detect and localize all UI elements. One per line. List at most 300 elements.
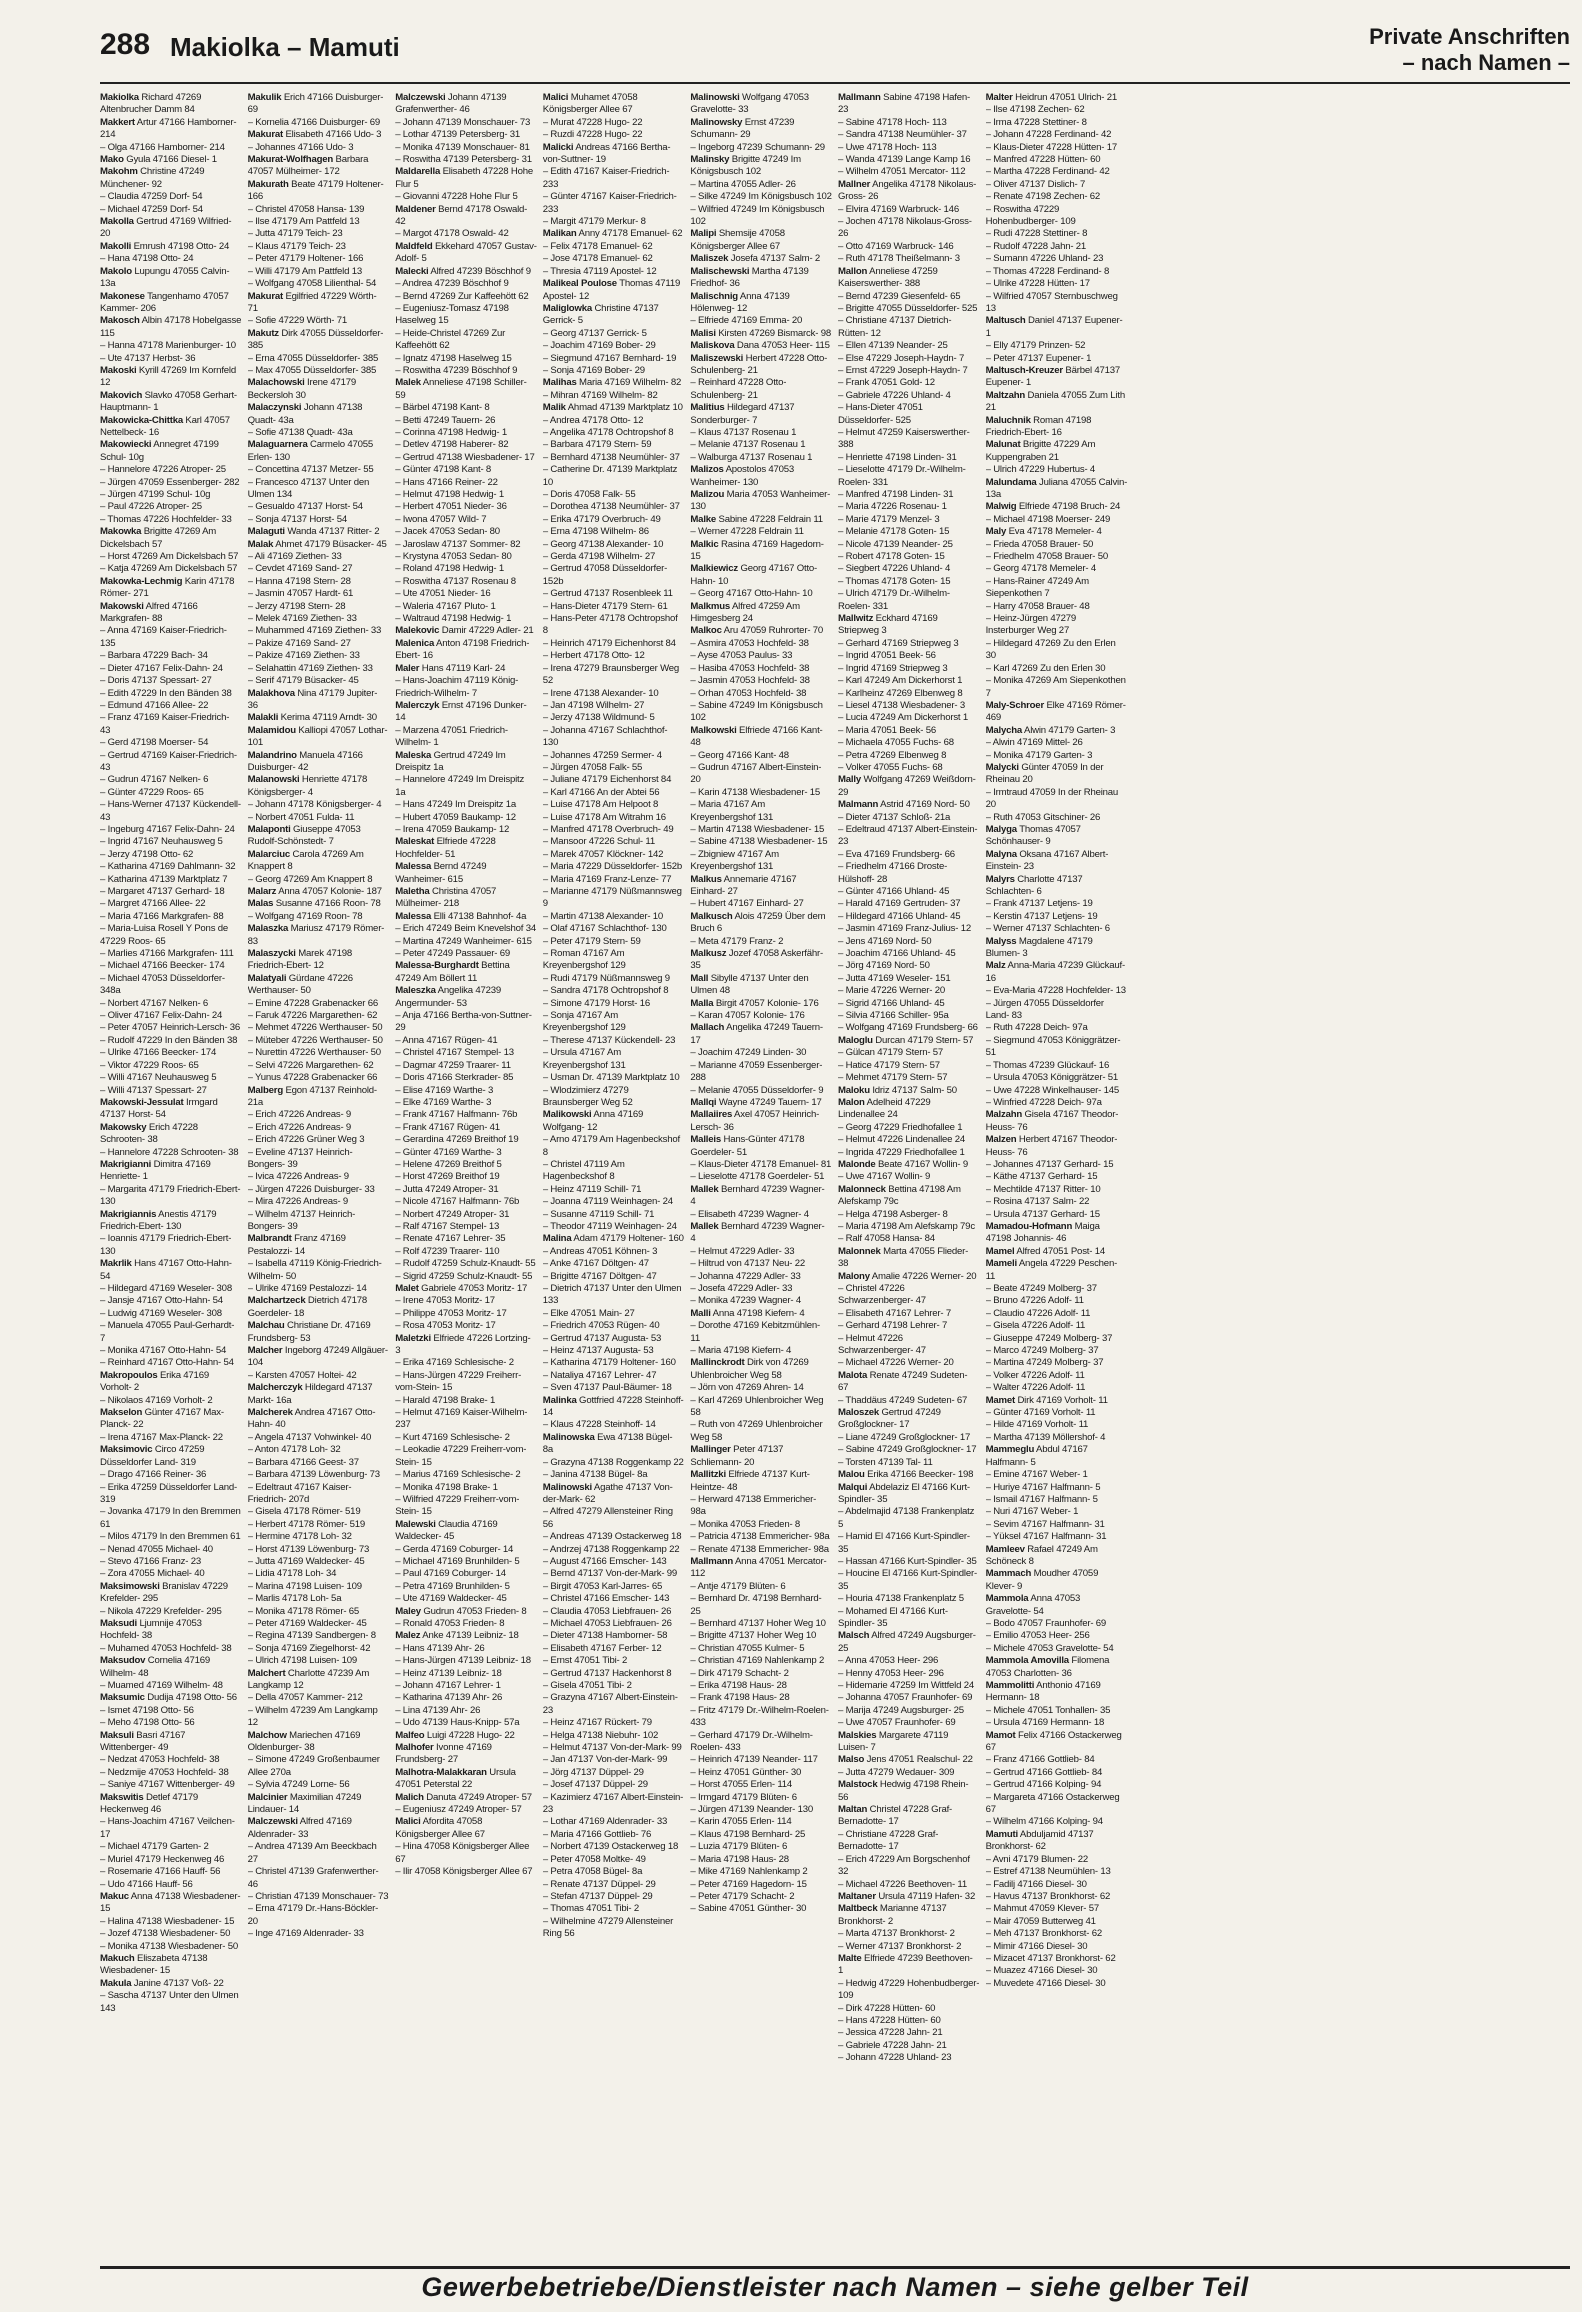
list-item	[543, 1196, 685, 1208]
entry-details: – Johanna 47057 Fraunhofer- 69	[838, 1692, 973, 1704]
entry-details: – Elisabeth 47239 Wagner- 4	[690, 1208, 809, 1220]
entry-details: – Jovanka 47179 In den Bremmen 61	[100, 1506, 241, 1530]
entry-details: – Erich 47229 Am Borgschenhof 32	[838, 1853, 970, 1878]
list-item	[100, 501, 242, 513]
list-item	[248, 1754, 390, 1779]
entry-details: – Catherine Dr. 47139 Marktplatz 10	[542, 464, 678, 488]
list-item	[690, 1357, 832, 1382]
entry-details: Herbert 47167 Theodor-Heuss- 76	[985, 1134, 1118, 1158]
surname: Mammola Amovilla	[985, 1655, 1069, 1667]
list-item	[248, 1891, 390, 1903]
entry-details: – Willi 47167 Neuhausweg 5	[100, 1072, 217, 1084]
entry-details: – Muvedete 47166 Diesel- 30	[985, 1977, 1106, 1989]
list-item	[986, 166, 1128, 178]
list-item	[100, 1978, 242, 1990]
entry-details: Elfriede 47228 Hochfelder- 51	[395, 836, 496, 860]
list-item	[395, 861, 537, 886]
surname: Makolli	[100, 240, 132, 252]
listing-column-3	[395, 92, 537, 2262]
entry-details: – Hildegard 47166 Uhland- 45	[838, 910, 961, 922]
list-item	[690, 377, 832, 402]
list-item	[248, 1122, 390, 1134]
entry-details: – Joachim 47169 Bober- 29	[542, 340, 656, 352]
entry-details: – Wilfried 47249 Im Königsbusch 102	[690, 203, 825, 228]
entry-details: – Jozef 47138 Wiesbadener- 50	[100, 1928, 231, 1940]
entry-details: – Thomas 47239 Glückauf- 16	[985, 1059, 1110, 1071]
list-item	[543, 117, 685, 129]
entry-details: – Margaret 47137 Gerhard- 18	[100, 886, 225, 897]
entry-details: – Yüksel 47167 Halfmann- 31	[985, 1531, 1107, 1543]
list-item	[690, 253, 832, 265]
list-item	[543, 1581, 685, 1593]
entry-details: – Frieda 47058 Brauer- 50	[985, 538, 1094, 550]
entry-details: – Jasmin 47053 Hochfeld- 38	[690, 675, 810, 687]
entry-details: – Helga 47198 Asberger- 8	[838, 1208, 948, 1220]
entry-details: Anton 47198 Friedrich-Ebert- 16	[395, 637, 530, 662]
entry-details: – Ulrike 47228 Hütten- 17	[985, 278, 1090, 290]
list-item	[248, 663, 390, 675]
surname: Makrlik	[100, 1258, 132, 1270]
surname: Maluchnik	[985, 414, 1031, 426]
surname: Malwig	[985, 501, 1017, 513]
list-item	[395, 1792, 537, 1804]
list-item	[543, 936, 685, 948]
entry-details: – Joachim 47166 Uhland- 45	[838, 948, 956, 960]
entry-details: Branislav 47229 Krefelder- 295	[100, 1580, 228, 1605]
surname: Mamleev	[985, 1543, 1025, 1555]
list-item	[986, 1941, 1128, 1953]
entry-details: – Gertrud 47166 Gottlieb- 84	[985, 1766, 1103, 1778]
surname: Malicki	[542, 141, 574, 153]
list-item	[986, 1022, 1128, 1034]
entry-details: – Thomas 47178 Goten- 15	[838, 575, 951, 587]
entry-details: – Herward 47138 Emmericher- 98a	[690, 1493, 817, 1518]
entry-details: – Michael 47053 Düsseldorfer- 348a	[100, 972, 225, 997]
list-item	[543, 1010, 685, 1035]
entry-details: – Felix 47178 Emanuel- 62	[542, 240, 653, 252]
entry-details: – Claudio 47226 Adolf- 11	[985, 1307, 1091, 1319]
list-item	[986, 960, 1128, 985]
list-item	[395, 266, 537, 278]
list-item	[248, 812, 390, 824]
list-item	[838, 1271, 980, 1283]
list-item	[838, 92, 980, 117]
list-item	[986, 365, 1128, 390]
list-item	[986, 191, 1128, 203]
list-item	[690, 1556, 832, 1581]
surname: Malkusch	[690, 910, 733, 922]
entry-details: Ernst 47196 Dunker- 14	[395, 699, 527, 724]
entry-details: Alfred 47169 Aldenrader- 33	[247, 1816, 352, 1840]
entry-details: – Johannes 47137 Gerhard- 15	[985, 1158, 1114, 1170]
surname: Makosch	[100, 315, 140, 327]
entry-details: Heidrun 47051 Ulrich- 21	[1012, 92, 1117, 103]
entry-details: – Ingeburg 47167 Felix-Dahn- 24	[100, 823, 235, 835]
list-item	[838, 886, 980, 898]
surname: Malischewski	[690, 265, 750, 277]
surname: Makutz	[247, 327, 279, 339]
entry-details: – Ignatz 47198 Haselweg 15	[395, 352, 512, 364]
entry-details: – Norbert 47249 Atroper- 31	[395, 1208, 510, 1220]
entry-details: – Pakize 47169 Ziethen- 33	[247, 650, 360, 662]
entry-details: Abduljamid 47137 Bronkhorst- 62	[985, 1828, 1094, 1853]
entry-details: – Sonja 47169 Ziegelhorst- 42	[247, 1642, 371, 1654]
entry-details: Franz 47169 Pestalozzi- 14	[247, 1233, 346, 1257]
list-item	[838, 340, 980, 352]
entry-details: – Manfred 47178 Overbruch- 49	[542, 823, 674, 835]
entry-details: Durcan 47179 Stern- 57	[872, 1034, 974, 1046]
list-item	[986, 104, 1128, 116]
list-item	[690, 1258, 832, 1270]
entry-details: Axel 47057 Heinrich-Lersch- 36	[690, 1109, 820, 1133]
entry-details: Beate 47167 Wollin- 9	[875, 1158, 969, 1170]
entry-details: – Johann 47228 Uhland- 23	[838, 2052, 952, 2064]
list-item	[543, 228, 685, 240]
entry-details: – Nuri 47167 Weber- 1	[985, 1506, 1079, 1518]
entry-details: – Anja 47166 Bertha-von-Suttner- 29	[395, 1010, 532, 1034]
entry-details: – Dorothea 47138 Neumühler- 37	[542, 501, 680, 513]
list-item	[986, 824, 1128, 849]
entry-details: – Mihran 47169 Wilhelm- 82	[542, 389, 658, 401]
surname: Malunat	[985, 439, 1021, 451]
surname: Maltusch	[985, 315, 1026, 327]
surname: Malter	[985, 92, 1013, 103]
list-item	[690, 1581, 832, 1593]
entry-details: – Ruzdi 47228 Hugo- 22	[542, 129, 643, 141]
entry-details: – Friedhelm 47166 Droste-Hülshoff- 28	[838, 861, 948, 885]
list-item	[838, 241, 980, 253]
list-item	[986, 1221, 1128, 1246]
list-item	[690, 1593, 832, 1618]
list-item	[100, 712, 242, 737]
list-item	[986, 291, 1128, 316]
list-item	[986, 1792, 1128, 1817]
entry-details: Dirk 47055 Düsseldorfer- 385	[247, 327, 384, 352]
page-header	[100, 22, 1570, 82]
entry-details: Angelika 47249 Tauern- 17	[690, 1022, 823, 1046]
surname: Mammeglu	[985, 1444, 1035, 1456]
entry-details: – Bernd 47137 Von-der-Mark- 99	[542, 1568, 678, 1580]
entry-details: – Hilde 47169 Vorholt- 11	[985, 1419, 1089, 1431]
surname: Malkiewicz	[690, 563, 738, 575]
entry-details: – Erika 47169 Schlesische- 2	[395, 1357, 514, 1369]
surname: Makurat	[247, 290, 283, 302]
surname: Malchert	[247, 1667, 286, 1679]
list-item	[395, 551, 537, 563]
entry-details: – Edmund 47166 Allee- 22	[100, 699, 209, 711]
entry-details: – Ingrid 47167 Neuhausweg 5	[100, 836, 223, 848]
entry-details: – Klaus 47228 Steinhoff- 14	[542, 1419, 656, 1431]
list-item	[986, 998, 1128, 1023]
list-item	[395, 601, 537, 613]
surname: Malonnek	[838, 1245, 881, 1257]
list-item	[838, 1035, 980, 1047]
list-item	[395, 1370, 537, 1395]
entry-details: Egilfried 47229 Wörth- 71	[247, 290, 377, 314]
list-item	[100, 898, 242, 910]
list-item	[248, 1841, 390, 1866]
entry-details: – Hans-Dieter 47051 Düsseldorfer- 525	[838, 402, 923, 426]
surname: Malakhova	[247, 687, 295, 699]
list-item	[100, 1072, 242, 1084]
list-item	[100, 204, 242, 216]
list-item	[986, 1072, 1128, 1084]
list-item	[248, 154, 390, 179]
entry-details: – Johanna 47229 Adler- 33	[690, 1270, 801, 1282]
list-item	[100, 799, 242, 824]
list-item	[986, 241, 1128, 253]
entry-details: – Eva 47169 Frundsberg- 66	[838, 848, 955, 860]
surname: Malessa	[395, 861, 432, 873]
list-item	[986, 1928, 1128, 1940]
entry-details: Astrid 47169 Nord- 50	[878, 799, 970, 811]
list-item	[395, 1469, 537, 1481]
list-item	[100, 365, 242, 390]
list-item	[543, 1544, 685, 1556]
listing-column-6	[838, 92, 980, 2262]
list-item	[838, 985, 980, 997]
list-item	[986, 1680, 1128, 1705]
entry-details: – Irma 47228 Stettiner- 8	[985, 116, 1087, 128]
entry-details: – Emine 47228 Grabenacker 66	[247, 997, 378, 1009]
listing-column-2	[248, 92, 390, 2262]
list-item	[248, 1593, 390, 1605]
list-item	[100, 688, 242, 700]
list-item	[543, 985, 685, 997]
list-item	[986, 1345, 1128, 1357]
list-item	[395, 663, 537, 675]
surname: Malleis	[690, 1134, 721, 1146]
entry-details: – Gülcan 47179 Stern- 57	[838, 1047, 944, 1059]
list-item	[248, 588, 390, 600]
entry-details: – Marek 47057 Klöckner- 142	[542, 848, 664, 860]
list-item	[690, 1854, 832, 1866]
entry-details: – Peter 47179 Schacht- 2	[690, 1890, 795, 1902]
list-item	[248, 675, 390, 687]
list-item	[543, 353, 685, 365]
entry-details: – Peter 47057 Heinrich-Lersch- 36	[100, 1022, 241, 1034]
entry-details: – Maria 47226 Rosenau- 1	[838, 501, 947, 513]
list-item	[100, 886, 242, 898]
list-item	[248, 1370, 390, 1382]
list-item	[248, 1556, 390, 1568]
entry-details: – August 47166 Emscher- 143	[542, 1555, 667, 1567]
surname: Malota	[838, 1369, 868, 1381]
list-item	[986, 179, 1128, 191]
list-item	[395, 1494, 537, 1519]
list-item	[690, 1519, 832, 1531]
entry-details: – Sevim 47167 Halfmann- 31	[985, 1518, 1105, 1530]
surname: Mamot	[985, 1729, 1016, 1741]
list-item	[543, 1556, 685, 1568]
entry-details: – Karin 47055 Erlen- 114	[690, 1816, 792, 1828]
list-item	[838, 1730, 980, 1755]
list-item	[395, 1333, 537, 1358]
entry-details: – Erna 47179 Dr.-Hans-Böckler- 20	[247, 1903, 379, 1927]
entry-details: – Erika 47198 Haus- 28	[690, 1680, 787, 1691]
list-item	[100, 340, 242, 352]
list-item	[838, 1159, 980, 1171]
list-item	[395, 1097, 537, 1109]
surname: Malkus	[690, 873, 722, 885]
list-item	[100, 154, 242, 166]
list-item	[690, 1692, 832, 1704]
entry-details: – Giuseppe 47249 Molberg- 37	[985, 1332, 1113, 1344]
list-item	[838, 725, 980, 737]
list-item	[690, 1134, 832, 1159]
entry-details: Eckhard 47169 Striepweg 3	[838, 613, 938, 637]
entry-details: – Dirk 47179 Schacht- 2	[690, 1667, 789, 1679]
list-item	[248, 1469, 390, 1481]
list-item	[248, 526, 390, 538]
list-item	[838, 1333, 980, 1358]
list-item	[543, 1085, 685, 1110]
list-item	[100, 1506, 242, 1531]
surname: Makowski	[100, 600, 144, 612]
entry-details: Janine 47137 Voß- 22	[131, 1977, 224, 1989]
list-item	[838, 2015, 980, 2027]
list-item	[543, 750, 685, 762]
list-item	[248, 1109, 390, 1121]
entry-details: Felix 47166 Ostackerweg 67	[985, 1729, 1122, 1754]
list-item	[100, 787, 242, 799]
list-item	[986, 601, 1128, 613]
list-item	[100, 1730, 242, 1755]
entry-details: – Gertrud 47058 Düsseldorfer- 152b	[542, 563, 668, 587]
entry-details: Margarete 47119 Luisen- 7	[838, 1729, 949, 1754]
entry-details: – Frank 47167 Rügen- 41	[395, 1121, 500, 1133]
entry-details: – Ismail 47167 Halfmann- 5	[985, 1493, 1098, 1505]
list-item	[543, 1779, 685, 1791]
entry-details: – Hanna 47178 Marienburger- 10	[100, 340, 236, 352]
list-item	[395, 1816, 537, 1841]
list-item	[100, 1618, 242, 1643]
list-item	[543, 762, 685, 774]
surname: Malinsky	[690, 154, 730, 166]
list-item	[395, 1320, 537, 1332]
list-item	[248, 1655, 390, 1667]
entry-details: Cornelia 47169 Wilhelm- 48	[100, 1655, 211, 1679]
list-item	[100, 117, 242, 142]
list-item	[986, 1717, 1128, 1729]
list-item	[248, 638, 390, 650]
entry-details: – Erich 47226 Andreas- 9	[247, 1109, 352, 1121]
list-item	[395, 563, 537, 575]
list-item	[838, 1531, 980, 1556]
entry-details: – Ernst 47229 Joseph-Haydn- 7	[838, 364, 968, 376]
entry-details: – Volker 47055 Fuchs- 68	[838, 761, 943, 773]
list-item	[100, 1606, 242, 1618]
entry-details: – Heinz 47137 Augusta- 53	[542, 1345, 654, 1357]
surname: Malstock	[838, 1779, 878, 1791]
entry-details: Jozef 47058 Askerfähr- 35	[690, 948, 824, 972]
list-item	[543, 1109, 685, 1134]
entry-details: – Ute 47169 Waldecker- 45	[395, 1593, 507, 1605]
entry-details: Brigitte 47269 Am Dickelsbach 57	[100, 526, 217, 550]
entry-details: – Hans-Jürgen 47229 Freiherr-vom-Stein- 15	[395, 1369, 522, 1394]
entry-details: – Irmtraud 47059 In der Rheinau 20	[985, 786, 1119, 811]
list-item	[838, 588, 980, 613]
list-item	[248, 1209, 390, 1234]
entry-details: – Roswitha 47137 Rosenau 8	[395, 575, 516, 587]
list-item	[690, 526, 832, 538]
entry-details: – Andrea 47239 Böschhof 9	[395, 278, 509, 290]
list-item	[690, 936, 832, 948]
list-item	[100, 92, 242, 117]
list-item	[838, 216, 980, 241]
list-item	[248, 1668, 390, 1693]
list-item	[395, 1283, 537, 1295]
list-item	[248, 563, 390, 575]
list-item	[543, 427, 685, 439]
list-item	[838, 923, 980, 935]
list-item	[690, 315, 832, 327]
list-item	[248, 948, 390, 973]
list-item	[838, 1680, 980, 1692]
entry-details: – Sven 47137 Paul-Bäumer- 18	[542, 1382, 672, 1394]
list-item	[100, 1544, 242, 1556]
list-item	[986, 390, 1128, 415]
list-item	[395, 1159, 537, 1171]
entry-details: – Maria 47198 Haus- 28	[690, 1853, 789, 1865]
list-item	[395, 1866, 537, 1878]
list-item	[543, 1357, 685, 1369]
entry-details: – Karsten 47057 Holtei- 42	[247, 1369, 357, 1381]
entry-details: – Peter 47058 Moltke- 49	[542, 1853, 646, 1865]
entry-details: – Huriye 47167 Halfmann- 5	[985, 1481, 1101, 1493]
surname: Makkert	[100, 116, 135, 128]
entry-details: – Udo 47166 Hauff- 56	[100, 1878, 193, 1890]
list-item	[543, 849, 685, 861]
list-item	[100, 166, 242, 191]
list-item	[248, 1407, 390, 1432]
list-item	[248, 799, 390, 811]
surname: Mammach	[985, 1568, 1032, 1580]
entry-details: Basri 47167 Wittenberger- 49	[100, 1729, 186, 1754]
list-item	[100, 1010, 242, 1022]
entry-details: Christine 47249 Münchener- 92	[100, 166, 205, 190]
list-item	[690, 1308, 832, 1320]
list-item	[100, 998, 242, 1010]
entry-details: – Karl 47249 Am Dickerhorst 1	[838, 675, 963, 687]
list-item	[543, 1742, 685, 1754]
entry-details: – Orhan 47053 Hochfeld- 38	[690, 687, 807, 699]
entry-details: – Uwe 47167 Wollin- 9	[838, 1171, 931, 1183]
list-item	[690, 1730, 832, 1755]
entry-details: – Elise 47169 Warthe- 3	[395, 1084, 494, 1096]
entry-details: Bernd 47178 Oswald- 42	[395, 203, 528, 228]
entry-details: – Anton 47178 Loh- 32	[247, 1444, 341, 1456]
list-item	[100, 439, 242, 464]
entry-details: Wayne 47249 Tauern- 17	[716, 1096, 822, 1108]
list-item	[690, 1109, 832, 1134]
list-item	[395, 960, 537, 985]
entry-details: – Anna 47167 Rügen- 41	[395, 1034, 498, 1046]
list-item	[100, 576, 242, 601]
list-item	[100, 1692, 242, 1704]
surname: Malihas	[542, 377, 577, 389]
list-item	[100, 1022, 242, 1034]
entry-details: – Peter 47249 Passauer- 69	[395, 948, 510, 960]
list-item	[395, 613, 537, 625]
list-item	[100, 663, 242, 675]
list-item	[838, 539, 980, 551]
entry-details: Anna 47138 Wiesbadener- 15	[100, 1890, 241, 1915]
list-item	[395, 1308, 537, 1320]
entry-details: – Brigitte 47167 Döltgen- 47	[542, 1270, 657, 1282]
entry-details: – Ute 47051 Nieder- 16	[395, 588, 491, 600]
entry-details: – Fritz 47179 Dr.-Wilhelm-Roelen- 433	[690, 1704, 829, 1729]
